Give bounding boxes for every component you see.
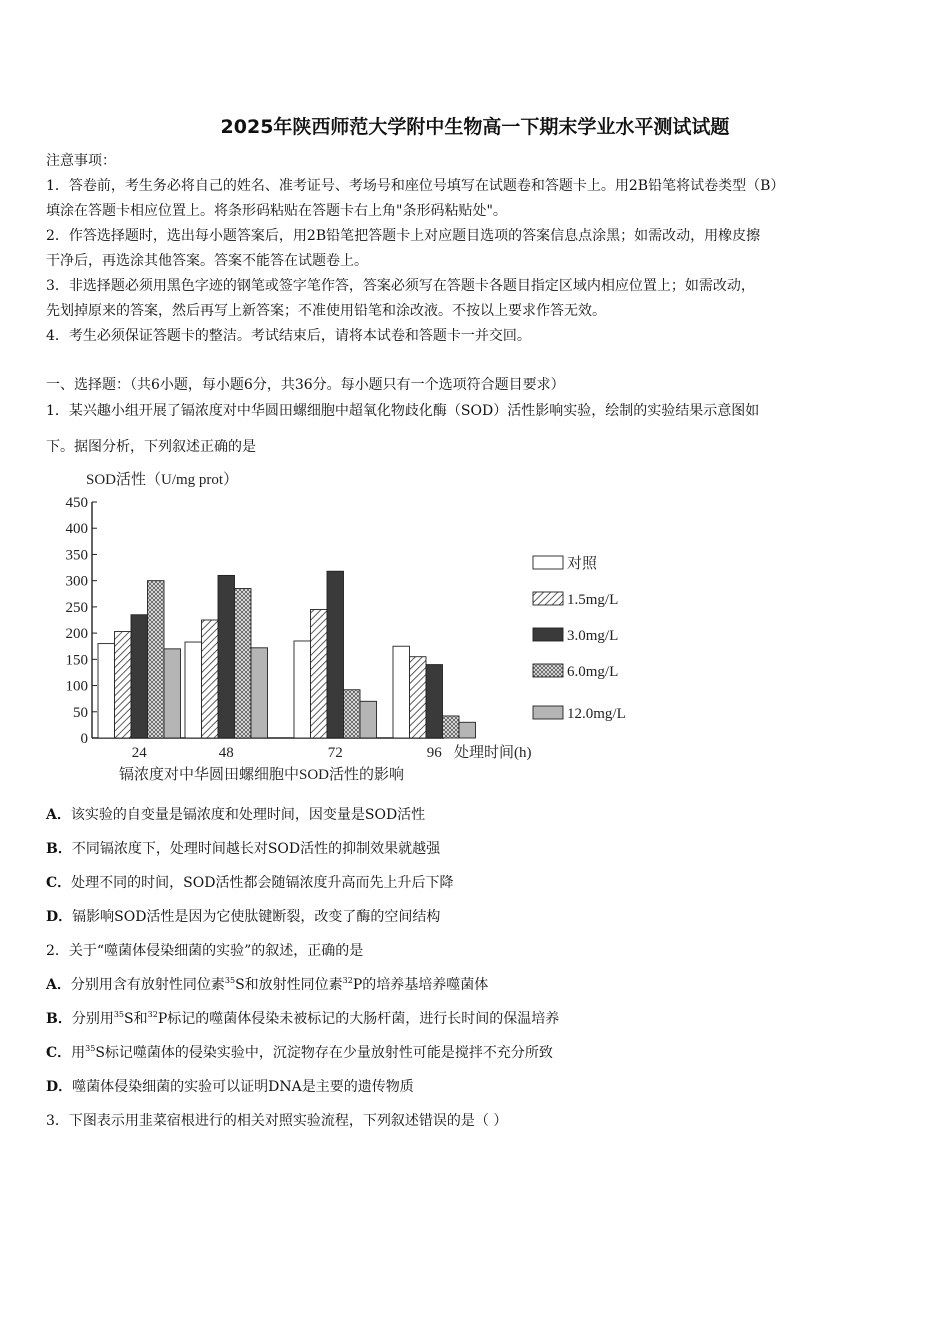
q1-option-b[interactable] bbox=[46, 840, 440, 858]
notice-line: 3．非选择题必须用黑色字迹的钢笔或签字笔作答，答案必须写在答题卡各题目指定区域内相应位置上；如需改动， bbox=[46, 278, 755, 294]
y-tick-label: 0 bbox=[80, 731, 88, 747]
y-tick-label: 150 bbox=[65, 652, 88, 669]
option-text: S标记噬菌体的侵染实验中，沉淀物存在少量放射性可能是搅拌不充分所致 bbox=[95, 1045, 553, 1061]
bar bbox=[443, 716, 460, 738]
x-axis-label: 处理时间(h) bbox=[454, 745, 532, 761]
bar bbox=[327, 571, 344, 738]
notice-line: 4．考生必须保证答题卡的整洁。考试结束后，请将本试卷和答题卡一并交回。 bbox=[46, 328, 531, 344]
y-axis-label: SOD活性（U/mg prot） bbox=[86, 472, 239, 488]
legend-label: 1.5mg/L bbox=[567, 592, 619, 608]
notice-line: 1．答卷前，考生务必将自己的姓名、准考证号、考场号和座位号填写在试题卷和答题卡上。用2B铅笔将试卷类型（B） bbox=[46, 178, 785, 194]
y-tick-label: 400 bbox=[65, 521, 88, 538]
legend-swatch bbox=[533, 664, 563, 677]
chart-caption: 镉浓度对中华圆田螺细胞中SOD活性的影响 bbox=[119, 767, 405, 783]
sod-activity-chart bbox=[56, 464, 656, 794]
question-2-stem: 2．关于“噬菌体侵染细菌的实验”的叙述，正确的是 bbox=[46, 943, 364, 959]
option-text: 镉影响SOD活性是因为它使肽键断裂，改变了酶的空间结构 bbox=[72, 909, 441, 925]
isotope-mass: 32 bbox=[342, 976, 353, 985]
notice-line: 2．作答选择题时，选出每小题答案后，用2B铅笔把答题卡上对应题目选项的答案信息点涂黑；如需改动，用橡皮擦 bbox=[46, 228, 761, 244]
notice-line: 先划掉原来的答案，然后再写上新答案；不准使用铅笔和涂改液。不按以上要求作答无效。 bbox=[46, 303, 606, 319]
option-letter: C． bbox=[46, 1045, 72, 1061]
y-tick-label: 300 bbox=[65, 573, 88, 590]
option-text: 分别用含有放射性同位素 bbox=[70, 977, 225, 993]
isotope-mass: 32 bbox=[147, 1010, 158, 1019]
bar bbox=[426, 665, 443, 738]
question-3-stem: 3．下图表示用韭菜宿根进行的相关对照实验流程，下列叙述错误的是（ ） bbox=[46, 1113, 508, 1129]
y-tick-label: 350 bbox=[65, 547, 88, 564]
bar bbox=[115, 632, 132, 738]
q2-option-d[interactable] bbox=[46, 1078, 414, 1096]
question-1-stem-cont: 下。据图分析，下列叙述正确的是 bbox=[46, 439, 256, 455]
x-tick-label: 48 bbox=[218, 745, 234, 761]
question-1-stem: 1．某兴趣小组开展了镉浓度对中华圆田螺细胞中超氧化物歧化酶（SOD）活性影响实验，绘制的实验结果示意图如 bbox=[46, 403, 760, 419]
bar bbox=[459, 722, 476, 738]
option-letter: B． bbox=[46, 1011, 72, 1027]
isotope-mass: 35 bbox=[85, 1044, 96, 1053]
legend-swatch bbox=[533, 556, 563, 569]
option-text: 分别用 bbox=[71, 1011, 114, 1027]
q2-option-a[interactable] bbox=[46, 976, 488, 994]
bar bbox=[148, 581, 165, 738]
y-tick-label: 50 bbox=[73, 704, 88, 721]
option-text: 该实验的自变量是镉浓度和处理时间，因变量是SOD活性 bbox=[70, 807, 426, 823]
y-tick-label: 450 bbox=[65, 495, 88, 511]
q1-option-c[interactable] bbox=[46, 874, 453, 892]
bar bbox=[410, 657, 427, 738]
bar bbox=[202, 620, 219, 738]
legend-swatch bbox=[533, 706, 563, 719]
option-text: 噬菌体侵染细菌的实验可以证明DNA是主要的遗传物质 bbox=[72, 1079, 414, 1095]
bar bbox=[218, 575, 235, 738]
notice-line: 填涂在答题卡相应位置上。将条形码粘贴在答题卡右上角"条形码粘贴处"。 bbox=[46, 203, 507, 219]
x-tick-label: 96 bbox=[426, 745, 442, 761]
option-letter: A． bbox=[46, 807, 71, 823]
option-text: P的培养基培养噬菌体 bbox=[352, 977, 489, 993]
option-text: P标记的噬菌体侵染未被标记的大肠杆菌，进行长时间的保温培养 bbox=[157, 1011, 560, 1027]
option-text: S和放射性同位素 bbox=[235, 977, 343, 993]
bar bbox=[344, 690, 361, 738]
option-text: 用 bbox=[71, 1045, 86, 1061]
legend-label: 3.0mg/L bbox=[567, 628, 619, 644]
option-letter: A． bbox=[46, 977, 71, 993]
bar bbox=[164, 649, 181, 738]
page-title: 2025年陕西师范大学附中生物高一下期末学业水平测试试题 bbox=[220, 116, 730, 138]
x-tick-label: 72 bbox=[327, 745, 343, 761]
bar bbox=[393, 646, 410, 738]
option-letter: B． bbox=[46, 841, 72, 857]
option-letter: D． bbox=[46, 1079, 73, 1095]
option-letter: C． bbox=[46, 875, 72, 891]
q2-option-c[interactable] bbox=[46, 1044, 553, 1062]
q1-option-d[interactable] bbox=[46, 908, 440, 926]
notice-line: 干净后，再选涂其他答案。答案不能答在试题卷上。 bbox=[46, 253, 368, 269]
option-text: S和 bbox=[124, 1011, 148, 1027]
option-text: 处理不同的时间，SOD活性都会随镉浓度升高而先上升后下降 bbox=[71, 875, 454, 891]
bar bbox=[360, 701, 377, 738]
section-heading: 一、选择题：（共6小题，每小题6分，共36分。每小题只有一个选项符合题目要求） bbox=[46, 377, 565, 393]
bar bbox=[311, 610, 328, 738]
q1-option-a[interactable] bbox=[46, 806, 425, 824]
isotope-mass: 35 bbox=[113, 1010, 125, 1019]
q2-option-b[interactable] bbox=[46, 1010, 559, 1028]
legend-swatch bbox=[533, 628, 563, 641]
bar bbox=[131, 615, 148, 738]
legend-label: 对照 bbox=[567, 556, 598, 572]
bar bbox=[98, 644, 115, 738]
isotope-mass: 35 bbox=[224, 976, 236, 985]
bar bbox=[294, 641, 311, 738]
bar bbox=[185, 642, 202, 738]
y-tick-label: 100 bbox=[65, 678, 88, 695]
y-tick-label: 250 bbox=[65, 599, 88, 616]
notice-heading: 注意事项： bbox=[46, 153, 116, 169]
legend-swatch bbox=[533, 592, 563, 605]
legend-label: 12.0mg/L bbox=[567, 706, 626, 722]
option-text: 不同镉浓度下，处理时间越长对SOD活性的抑制效果就越强 bbox=[71, 841, 441, 857]
bar bbox=[251, 648, 268, 738]
option-letter: D． bbox=[46, 909, 73, 925]
legend-label: 6.0mg/L bbox=[567, 664, 619, 680]
x-tick-label: 24 bbox=[131, 745, 147, 761]
y-tick-label: 200 bbox=[65, 626, 88, 643]
bar bbox=[235, 589, 252, 738]
